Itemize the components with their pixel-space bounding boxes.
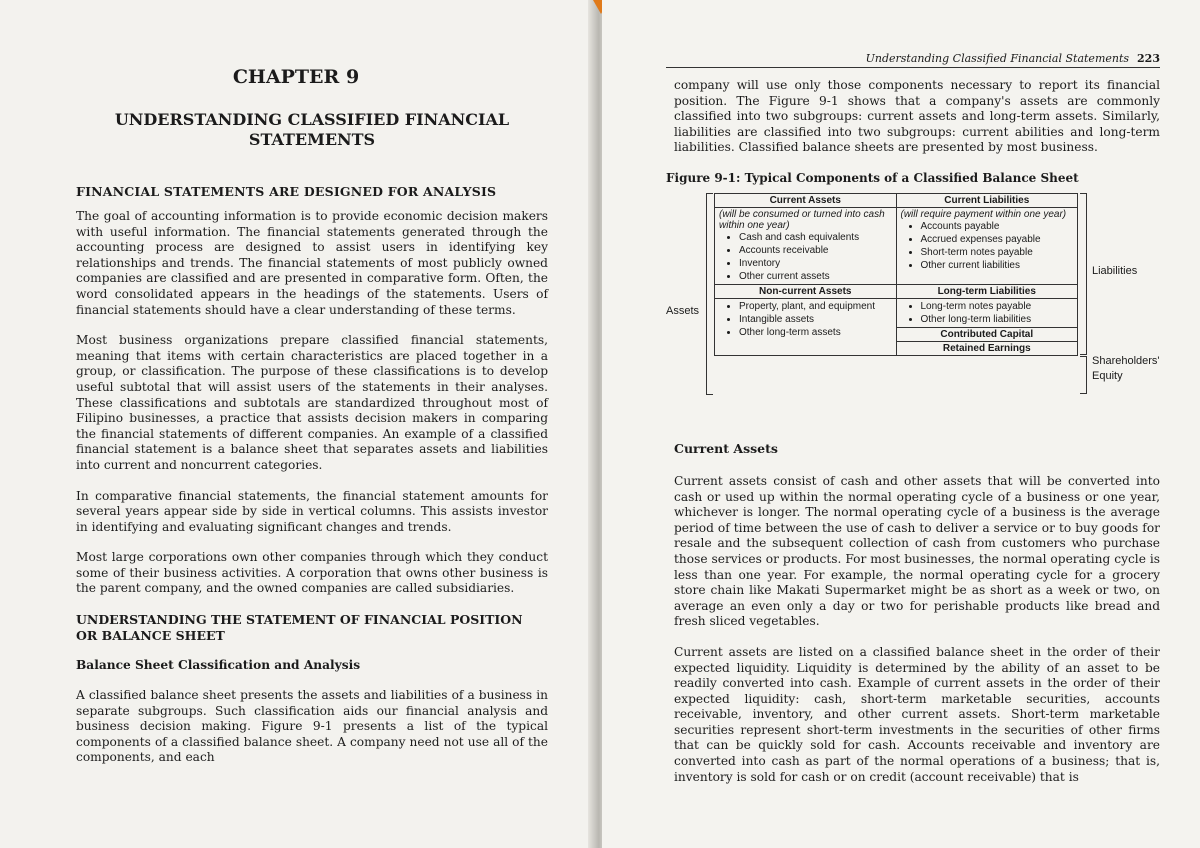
list-item: • Cash and cash equivalents xyxy=(739,231,892,244)
current-assets-header: Current Assets xyxy=(715,193,897,207)
retained-earnings-cell: Retained Earnings xyxy=(896,341,1078,355)
paragraph: Most large corporations own other companies through which they conduct some of their business activities. A corporation that owns other business is the parent company, and the owned companies are called subsidiaries. xyxy=(76,550,548,596)
contributed-capital-cell: Contributed Capital xyxy=(896,327,1078,341)
paragraph: In comparative financial statements, the financial statement amounts for several years appear side by side in vertical columns. This assists investor in identifying and evaluating significant changes and trends. xyxy=(76,488,548,534)
liabilities-label: Liabilities xyxy=(1092,264,1138,277)
section-heading-analysis: FINANCIAL STATEMENTS ARE DESIGNED FOR ANALYSIS xyxy=(76,184,497,199)
liabilities-bracket xyxy=(1080,193,1087,355)
current-liabilities-cell xyxy=(896,207,1078,284)
figure-caption: Figure 9-1: Typical Components of a Classified Balance Sheet xyxy=(666,170,1079,185)
paragraph: Most business organizations prepare classified financial statements, meaning that items with certain characteristics are placed together in a group, or classification. The purpose of these classifications is to develop useful subtotal that will assist users of the statements in their analyses. These classifications and subtotals are standardized throughout most of Filipino businesses, a practice that assists decision makers in comparing the financial statements of different companies. An example of a classified financial statement is a balance sheet that separates assets and liabilities into current and noncurrent categories. xyxy=(76,333,548,472)
left-page xyxy=(0,0,598,848)
list-item: • Inventory xyxy=(739,257,892,270)
current-liabilities-note: (will require payment within one year) xyxy=(900,208,1067,220)
paragraph: company will use only those components necessary to report its financial position. The Figure 9-1 shows that a company's assets are commonly classified into two subgroups: current assets and long-term assets. Similarly, liabilities are classified into two subgroups: current abilities and long-term liabilities. Classified balance sheets are presented by most business. xyxy=(674,78,1160,155)
assets-label: Assets xyxy=(666,304,700,317)
list-item: • Other long-term assets xyxy=(739,326,892,339)
longterm-liabilities-cell xyxy=(896,298,1078,327)
list-item: • Accounts receivable xyxy=(739,244,892,257)
chapter-number: CHAPTER 9 xyxy=(232,66,360,88)
balance-sheet-figure xyxy=(666,193,1160,425)
subsection-heading: Balance Sheet Classification and Analysis xyxy=(76,658,361,673)
current-liabilities-header: Current Liabilities xyxy=(896,193,1078,207)
running-head-title: Understanding Classified Financial Statements xyxy=(865,52,1130,65)
classified-balance-sheet-table xyxy=(714,193,1078,356)
section-heading-balance-sheet: UNDERSTANDING THE STATEMENT OF FINANCIAL POSITION OR BALANCE SHEET xyxy=(76,612,523,644)
list-item: • Intangible assets xyxy=(739,313,892,326)
paragraph: A classified balance sheet presents the assets and liabilities of a business in separate subgroups. Such classification aids our financial analysis and business decision making. Figure 9-1 presents a list of the typical components of a classified balance sheet. A company need not use all of the components, and each xyxy=(76,688,548,765)
equity-label-line1: Shareholders' xyxy=(1092,354,1160,367)
list-item: • Accounts payable xyxy=(921,220,1074,233)
list-item: • Short-term notes payable xyxy=(921,246,1074,259)
noncurrent-assets-header: Non-current Assets xyxy=(715,284,897,298)
noncurrent-assets-cell xyxy=(715,298,897,355)
running-head xyxy=(666,52,1160,68)
chapter-title: UNDERSTANDING CLASSIFIED FINANCIAL STATEMENTS xyxy=(114,110,510,149)
list-item: • Long-term notes payable xyxy=(921,300,1074,313)
current-assets-note: (will be consumed or turned into cash within one year) xyxy=(719,208,885,231)
assets-bracket xyxy=(706,193,713,395)
list-item: • Other current liabilities xyxy=(921,259,1074,272)
section-heading-current-assets: Current Assets xyxy=(674,440,778,456)
paragraph: The goal of accounting information is to provide economic decision makers with useful information. The financial statements generated through the accounting process are designed to assist users in identifying key relationships and trends. The financial statements of most publicly owned companies are classified and are presented in comparative form. Often, the word consolidated appears in the headings of the statements. Users of financial statements should have a clear understanding of these terms. xyxy=(76,209,548,317)
current-assets-cell xyxy=(715,207,897,284)
longterm-liabilities-header: Long-term Liabilities xyxy=(896,284,1078,298)
equity-bracket xyxy=(1080,356,1087,394)
paragraph: Current assets are listed on a classified balance sheet in the order of their expected liquidity. Liquidity is determined by the ability of an asset to be readily converted into cash. Example of current assets in the order of their expected liquidity: cash, short-term marketable securities, accounts receivable, inventory, and other current assets. Short-term marketable securities represent short-term investments in the securities of other firms that can be quickly sold for cash. Accounts receivable and inventory are converted into cash as part of the normal operations of a business; that is, inventory is sold for cash or on credit (account receivable) that is xyxy=(674,644,1160,784)
list-item: • Other long-term liabilities xyxy=(921,313,1074,326)
right-page xyxy=(602,0,1200,848)
page-number: 223 xyxy=(1137,52,1160,65)
equity-label-line2: Equity xyxy=(1092,369,1123,382)
list-item: • Accrued expenses payable xyxy=(921,233,1074,246)
list-item: • Property, plant, and equipment xyxy=(739,300,892,313)
list-item: • Other current assets xyxy=(739,270,892,283)
paragraph: Current assets consist of cash and other assets that will be converted into cash or used up within the normal operating cycle of a business or one year, whichever is longer. The normal operating cycle of a business is the average period of time between the use of cash to deliver a service or to buy goods for resale and the subsequent collection of cash from customers who purchase those services or products. For most businesses, the normal operating cycle is less than one year. For example, the normal operating cycle for a grocery store chain like Makati Supermarket might be as short as a week or two, on average an even only a day or two for perishable products like bread and fresh sliced vegetables. xyxy=(674,473,1160,629)
